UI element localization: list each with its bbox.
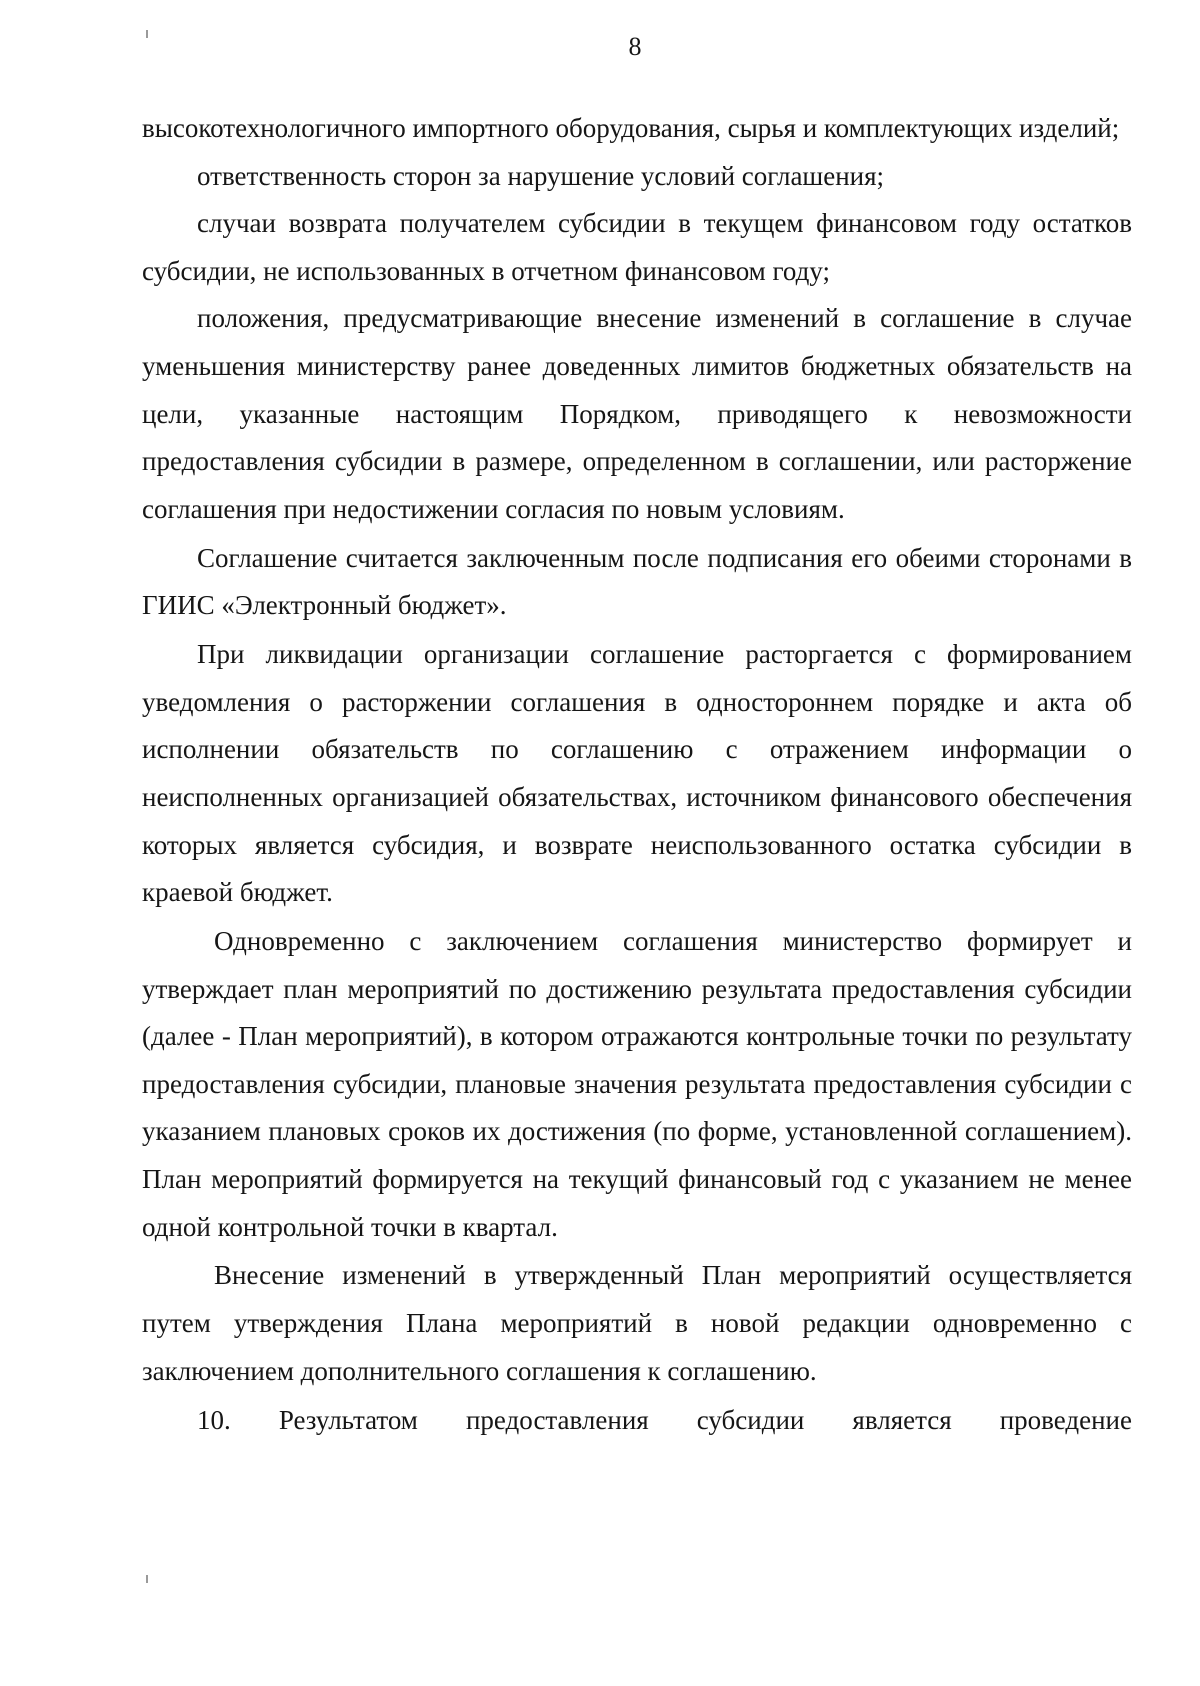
page-number: 8 bbox=[628, 32, 642, 61]
paragraph-refund-cases: случаи возврата получателем субсидии в текущем финансовом году остатков субсидии, не использованных в отчетном финансовом году; bbox=[142, 208, 1132, 286]
paragraph-agreement-concluded: Соглашение считается заключенным после подписания его обеими сторонами в ГИИС «Электронный бюджет». bbox=[142, 542, 1132, 621]
paragraph-section-10: 10. Результатом предоставления субсидии является проведение bbox=[197, 1404, 1132, 1435]
paragraph-liability: ответственность сторон за нарушение условий соглашения; bbox=[197, 160, 885, 191]
paragraph-plan-changes: Внесение изменений в утвержденный План мероприятий осуществляется путем утверждения Плана мероприятий в новой редакции одновременно с заключением дополнительного соглашения к соглашению. bbox=[142, 1260, 1132, 1386]
paragraph-continuation: высокотехнологичного импортного оборудования, сырья и комплектующих изделий; bbox=[142, 113, 1120, 143]
scan-artifact bbox=[146, 1575, 148, 1583]
paragraph-action-plan: Одновременно с заключением соглашения министерство формирует и утверждает план мероприятий по достижению результата предоставления субсидии (далее - План мероприятий), в котором отражаются контрольные точки по результату предоставления субсидии, плановые значения результата предоставления субсидии с указанием плановых сроков их достижения (по форме, установленной соглашением). План мероприятий формируется на текущий финансовый год с указанием не менее одной контрольной точки в квартал. bbox=[142, 925, 1132, 1242]
paragraph-amendment-provisions: положения, предусматривающие внесение изменений в соглашение в случае уменьшения министерству ранее доведенных лимитов бюджетных обязательств на цели, указанные настоящим Порядком, приводящего к невозможности предоставления субсидии в размере, определенном в соглашении, или расторжение соглашения при недостижении согласия по новым условиям. bbox=[142, 303, 1132, 524]
paragraph-liquidation: При ликвидации организации соглашение расторгается с формированием уведомления о расторжении соглашения в одностороннем порядке и акта об исполнении обязательств по соглашению с отражением информации о неисполненных организацией обязательствах, источником финансового обеспечения которых является субсидия, и возврате неиспользованного остатка субсидии в краевой бюджет. bbox=[142, 639, 1132, 908]
document-body bbox=[142, 105, 1132, 1444]
